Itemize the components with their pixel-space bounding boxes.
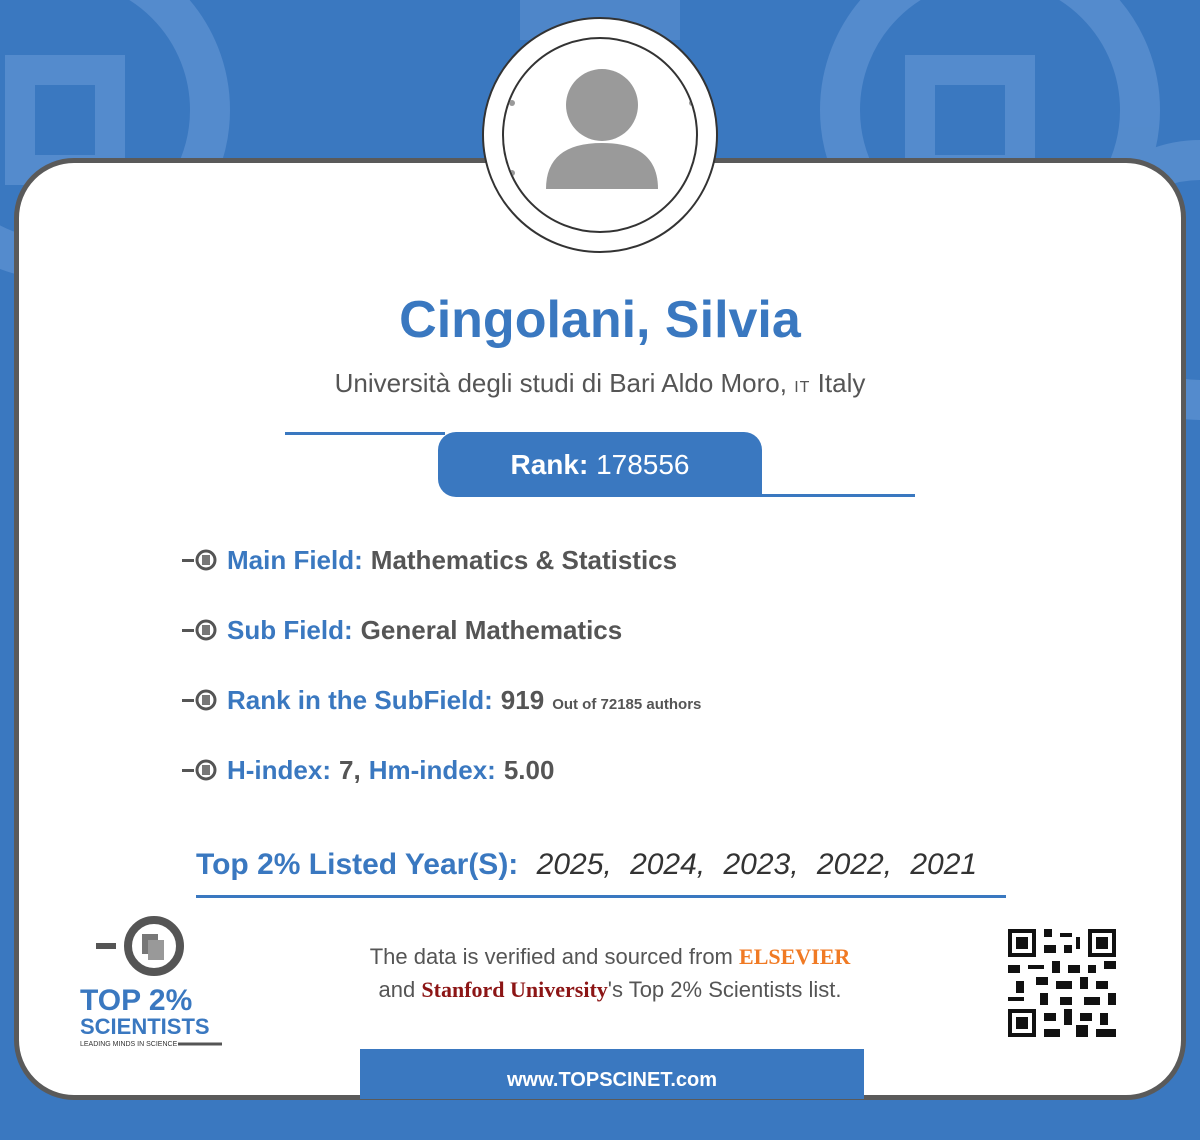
affiliation [0, 368, 1200, 399]
rank-value: 178556 [596, 449, 690, 480]
main-field-row [182, 540, 677, 580]
main-field-value: Mathematics & Statistics [370, 544, 678, 575]
logo-line1: TOP 2% [80, 984, 193, 1017]
top2-scientists-logo [78, 914, 238, 1054]
source-text-2: and [378, 977, 416, 1002]
rank-label: Rank: [510, 449, 589, 480]
rank-badge [438, 432, 762, 497]
logo-tagline: LEADING MINDS IN SCIENCE [80, 1041, 178, 1048]
qr-code-icon [1008, 929, 1116, 1037]
magnifier-document-icon [195, 689, 217, 711]
h-index-row [182, 750, 554, 790]
year-item: 2022, [816, 848, 892, 881]
institution: Università degli studi di Bari Aldo Moro, [334, 368, 787, 398]
hm-index-value: 5.00 [503, 754, 555, 785]
country: Italy [817, 368, 866, 398]
year-item: 2021 [910, 848, 978, 881]
website-url[interactable]: www.TOPSCINET.com [360, 1049, 864, 1099]
country-code: IT [794, 379, 811, 396]
source-text-3: 's Top 2% Scientists list. [607, 977, 842, 1002]
scientist-name: Cingolani, Silvia [399, 291, 801, 349]
listed-years-label: Top 2% Listed Year(S): [196, 848, 519, 881]
subfield-rank-value: 919 [500, 684, 545, 715]
user-silhouette-icon [504, 39, 698, 233]
bullet-dash [182, 769, 194, 772]
year-item: 2025, [536, 848, 612, 881]
main-field-label: Main Field: [227, 544, 363, 575]
source-text-1: The data is verified and sourced from [369, 944, 733, 969]
h-index-label: H-index: [227, 754, 331, 785]
sub-field-row [182, 610, 622, 650]
avatar [482, 17, 718, 253]
h-index-value: 7, [339, 754, 361, 785]
year-item: 2024, [630, 848, 706, 881]
subfield-rank-note: Out of 72185 authors [552, 695, 702, 713]
sub-field-label: Sub Field: [227, 614, 353, 645]
magnifier-document-icon [78, 914, 238, 1054]
subfield-rank-label: Rank in the SubField: [227, 684, 493, 715]
bullet-dash [182, 559, 194, 562]
rank-divider-left [285, 432, 445, 435]
logo-line2: SCIENTISTS [80, 1014, 210, 1039]
hm-index-label: Hm-index: [368, 754, 496, 785]
stanford-brand: Stanford University [421, 977, 608, 1002]
bullet-dash [182, 629, 194, 632]
listed-years [196, 848, 1006, 898]
year-item: 2023, [723, 848, 799, 881]
bullet-dash [182, 699, 194, 702]
source-note [300, 940, 920, 1006]
subfield-rank-row [182, 680, 701, 720]
magnifier-document-icon [195, 759, 217, 781]
elsevier-brand: ELSEVIER [739, 944, 851, 969]
magnifier-document-icon [195, 619, 217, 641]
magnifier-document-icon [195, 549, 217, 571]
sub-field-value: General Mathematics [360, 614, 623, 645]
rank-divider-right [755, 494, 915, 497]
